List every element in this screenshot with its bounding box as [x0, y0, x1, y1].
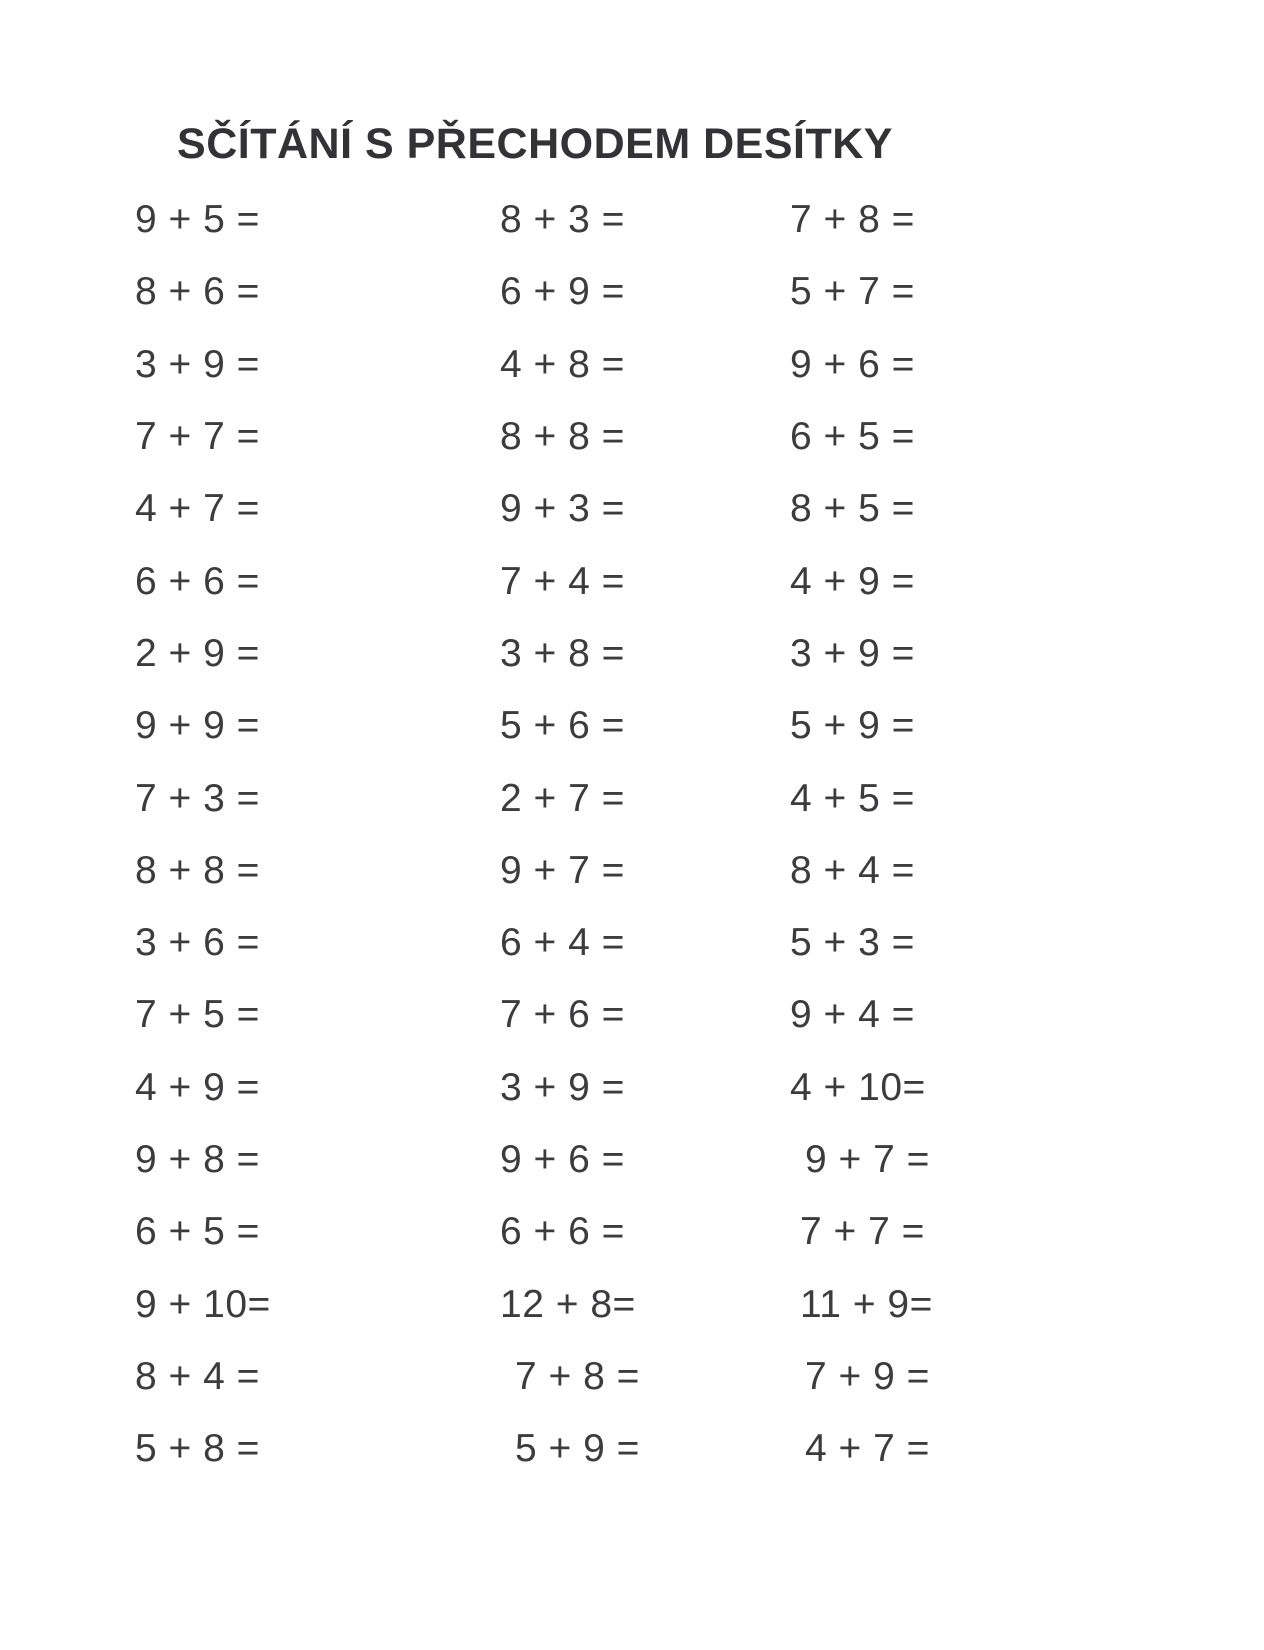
math-problem: 6 + 4 = — [500, 921, 625, 965]
math-problem: 9 + 7 = — [805, 1138, 930, 1181]
math-problem: 7 + 8 = — [790, 198, 915, 242]
math-problem: 6 + 5 = — [135, 1210, 260, 1254]
math-problem: 4 + 7 = — [805, 1427, 930, 1471]
math-problem: 8 + 6 = — [135, 270, 260, 314]
math-problem: 9 + 6 = — [790, 342, 915, 386]
math-problem: 6 + 6 = — [500, 1210, 625, 1254]
math-problem: 7 + 3 = — [135, 776, 260, 820]
math-problem: 9 + 10= — [135, 1282, 271, 1326]
math-problem: 3 + 6 = — [135, 921, 260, 965]
math-problem: 9 + 6 = — [500, 1138, 625, 1181]
math-problem: 8 + 4 = — [135, 1354, 260, 1398]
math-problem: 4 + 7 = — [135, 487, 260, 531]
math-problem: 4 + 10= — [790, 1065, 926, 1109]
math-problem: 3 + 9 = — [135, 342, 260, 386]
math-problem: 7 + 7 = — [800, 1210, 925, 1254]
math-problem: 6 + 6 = — [135, 559, 260, 603]
math-problem: 7 + 6 = — [500, 993, 625, 1037]
math-problem: 4 + 8 = — [500, 342, 625, 386]
math-problem: 5 + 9 = — [790, 704, 915, 748]
math-problem: 12 + 8= — [500, 1282, 636, 1326]
math-problem: 5 + 6 = — [500, 704, 625, 748]
math-problem: 8 + 8 = — [135, 848, 260, 892]
math-problem: 8 + 4 = — [790, 848, 915, 892]
math-problem: 3 + 9 = — [500, 1065, 625, 1109]
problems-grid — [135, 184, 975, 1485]
math-problem: 7 + 7 = — [135, 415, 260, 459]
math-problem: 9 + 5 = — [135, 198, 260, 242]
math-problem: 9 + 8 = — [135, 1138, 260, 1181]
math-problem: 7 + 8 = — [515, 1354, 640, 1398]
math-problem: 5 + 7 = — [790, 270, 915, 314]
math-problem: 3 + 9 = — [790, 631, 915, 675]
math-problem: 9 + 7 = — [500, 848, 625, 892]
math-problem: 9 + 9 = — [135, 704, 260, 748]
math-problem: 8 + 5 = — [790, 487, 915, 531]
math-problem: 6 + 9 = — [500, 270, 625, 314]
math-problem: 4 + 9 = — [790, 559, 915, 603]
math-problem: 7 + 4 = — [500, 559, 625, 603]
math-problem: 4 + 5 = — [790, 776, 915, 820]
math-problem: 2 + 7 = — [500, 776, 625, 820]
math-problem: 5 + 3 = — [790, 921, 915, 965]
math-problem: 9 + 3 = — [500, 487, 625, 531]
math-problem: 7 + 5 = — [135, 993, 260, 1037]
math-problem: 3 + 8 = — [500, 631, 625, 675]
math-problem: 8 + 8 = — [500, 415, 625, 459]
worksheet-title: SČÍTÁNÍ S PŘECHODEM DESÍTKY — [177, 120, 893, 168]
math-problem: 5 + 8 = — [135, 1427, 260, 1471]
math-problem: 5 + 9 = — [515, 1427, 640, 1471]
math-problem: 2 + 9 = — [135, 631, 260, 675]
math-problem: 7 + 9 = — [805, 1354, 930, 1398]
math-problem: 8 + 3 = — [500, 198, 625, 242]
math-problem: 4 + 9 = — [135, 1065, 260, 1109]
math-problem: 11 + 9= — [800, 1282, 933, 1326]
math-problem: 6 + 5 = — [790, 415, 915, 459]
math-problem: 9 + 4 = — [790, 993, 915, 1037]
